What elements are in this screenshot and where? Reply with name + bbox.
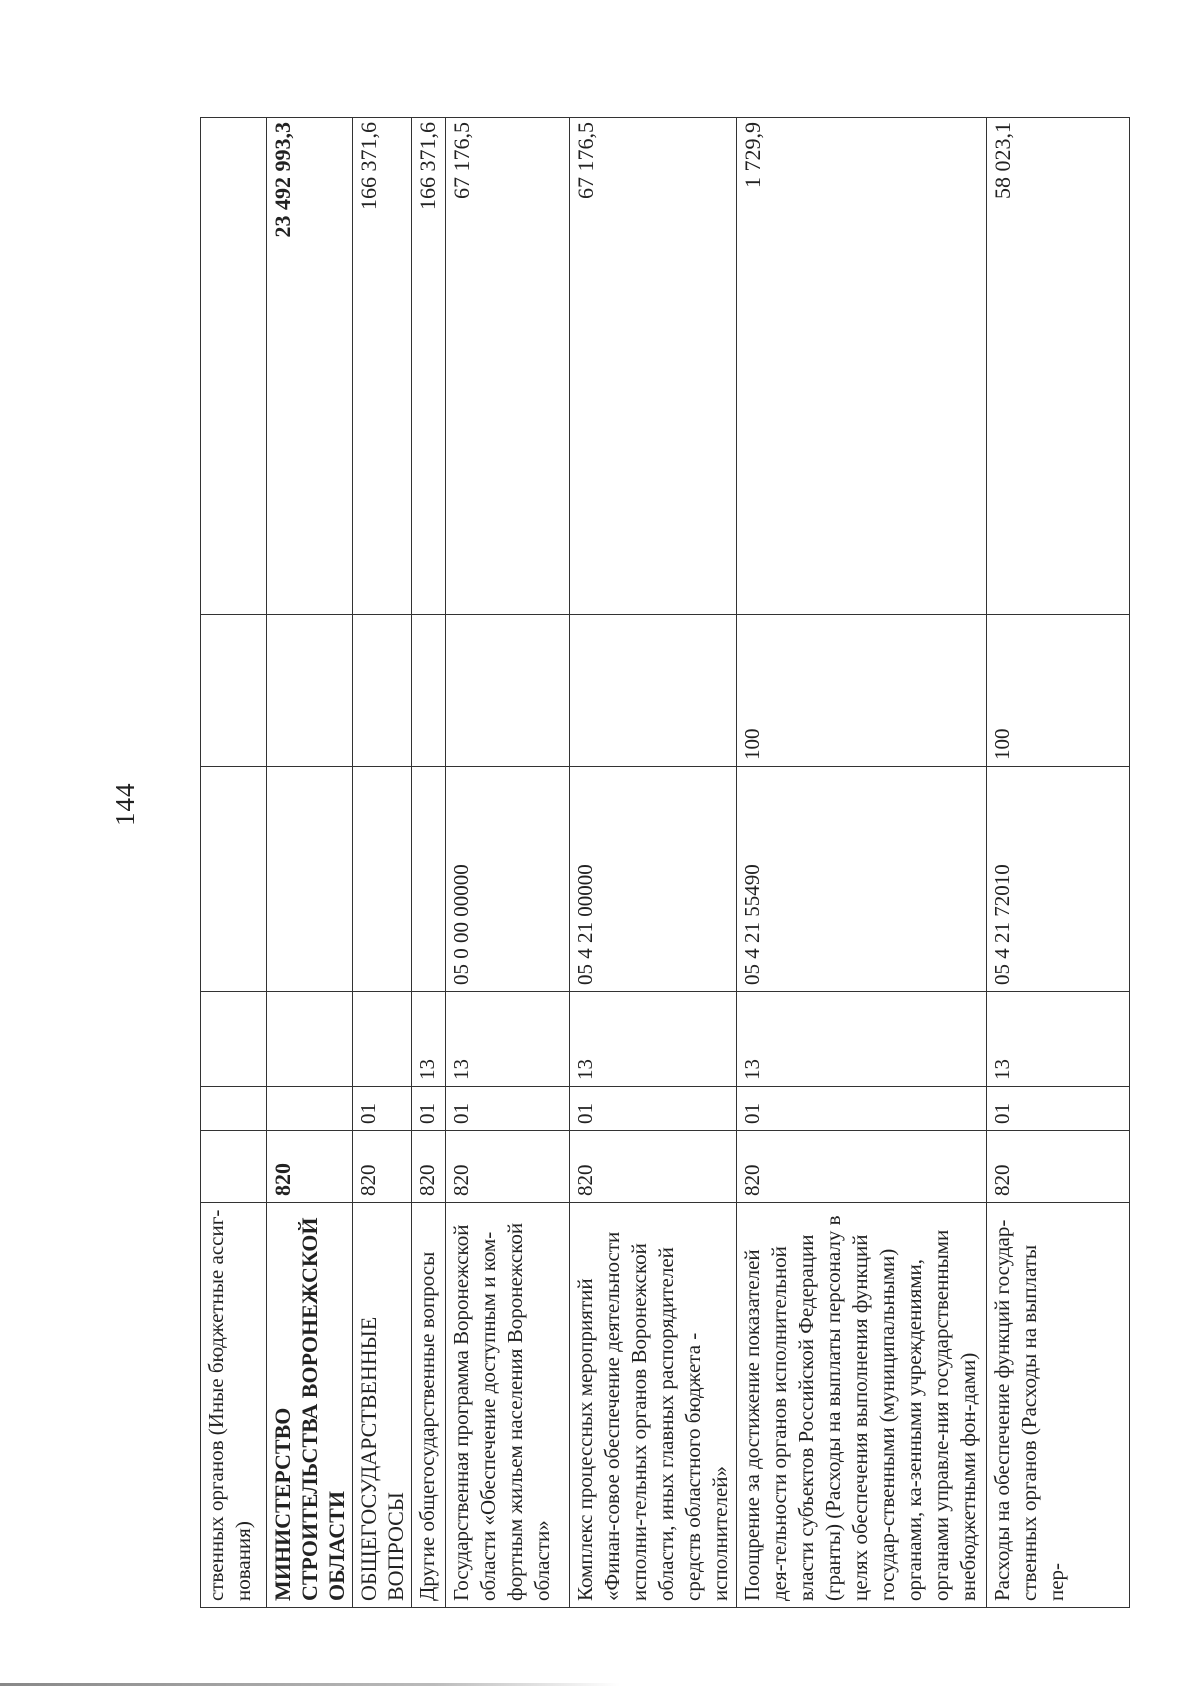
row-name: Расходы на обеспечение функций государ-ственных органов (Расходы на выплаты пер- [987,1203,1130,1608]
row-rz [267,1087,353,1131]
row-rz [201,1087,267,1131]
row-gr: 820 [737,1131,987,1203]
row-gr: 820 [570,1131,737,1203]
table-row [201,118,267,1608]
table-row [987,118,1130,1608]
row-vr [446,615,570,767]
row-sum: 58 023,1 [987,118,1130,615]
row-pr [267,992,353,1087]
table-row [267,118,353,1608]
row-gr: 820 [412,1131,446,1203]
row-gr: 820 [987,1131,1130,1203]
row-vr: 100 [987,615,1130,767]
row-name: ственных органов (Иные бюджетные ассиг-нования) [201,1203,267,1608]
row-rz: 01 [570,1087,737,1131]
row-rz: 01 [987,1087,1130,1131]
row-cs [267,767,353,992]
row-name: МИНИСТЕРСТВО СТРОИТЕЛЬСТВА ВОРОНЕЖСКОЙ ОБЛАСТИ [267,1203,353,1608]
row-pr: 13 [412,992,446,1087]
row-cs [353,767,412,992]
row-name: Другие общегосударственные вопросы [412,1203,446,1608]
row-gr: 820 [267,1131,353,1203]
row-sum: 67 176,5 [570,118,737,615]
row-vr [412,615,446,767]
row-gr: 820 [353,1131,412,1203]
row-sum: 23 492 993,3 [267,118,353,615]
row-vr: 100 [737,615,987,767]
row-name: ОБЩЕГОСУДАРСТВЕННЫЕ ВОПРОСЫ [353,1203,412,1608]
row-pr: 13 [987,992,1130,1087]
row-vr [201,615,267,767]
row-gr [201,1131,267,1203]
table-row [737,118,987,1608]
budget-table [200,117,1130,1608]
row-cs: 05 4 21 00000 [570,767,737,992]
row-name: Поощрение за достижение показателей дея-тельности органов исполнительной власти субъектов Российской Федерации (гранты) (Расходы на выплаты персоналу в целях обеспечения выполнения функций государ-ственными (муниципальными) органами, ка-зенными учреждениями, органами управле-ния государственными внебюджетными фон-дами) [737,1203,987,1608]
row-sum [201,118,267,615]
table-row [353,118,412,1608]
row-name: Государственная программа Воронежской области «Обеспечение доступным и ком-фортным жильем населения Воронежской области» [446,1203,570,1608]
row-sum: 166 371,6 [353,118,412,615]
row-pr: 13 [737,992,987,1087]
row-cs: 05 4 21 55490 [737,767,987,992]
row-vr [267,615,353,767]
row-cs: 05 0 00 00000 [446,767,570,992]
table-row [570,118,737,1608]
table-row [446,118,570,1608]
row-pr: 13 [446,992,570,1087]
row-pr [201,992,267,1087]
row-pr: 13 [570,992,737,1087]
row-gr: 820 [446,1131,570,1203]
page-number: 144 [110,782,140,826]
row-pr [353,992,412,1087]
row-sum: 1 729,9 [737,118,987,615]
scan-edge-line [0,1683,620,1686]
row-vr [570,615,737,767]
row-vr [353,615,412,767]
row-sum: 166 371,6 [412,118,446,615]
row-name: Комплекс процессных мероприятий «Финан-совое обеспечение деятельности исполни-тельных органов Воронежской области, иных главных распорядителей средств областного бюджета - исполнителей» [570,1203,737,1608]
row-rz: 01 [412,1087,446,1131]
row-cs: 05 4 21 72010 [987,767,1130,992]
row-cs [412,767,446,992]
row-sum: 67 176,5 [446,118,570,615]
row-rz: 01 [353,1087,412,1131]
table-row [412,118,446,1608]
row-rz: 01 [737,1087,987,1131]
row-cs [201,767,267,992]
row-rz: 01 [446,1087,570,1131]
budget-table-container [200,118,1130,1608]
